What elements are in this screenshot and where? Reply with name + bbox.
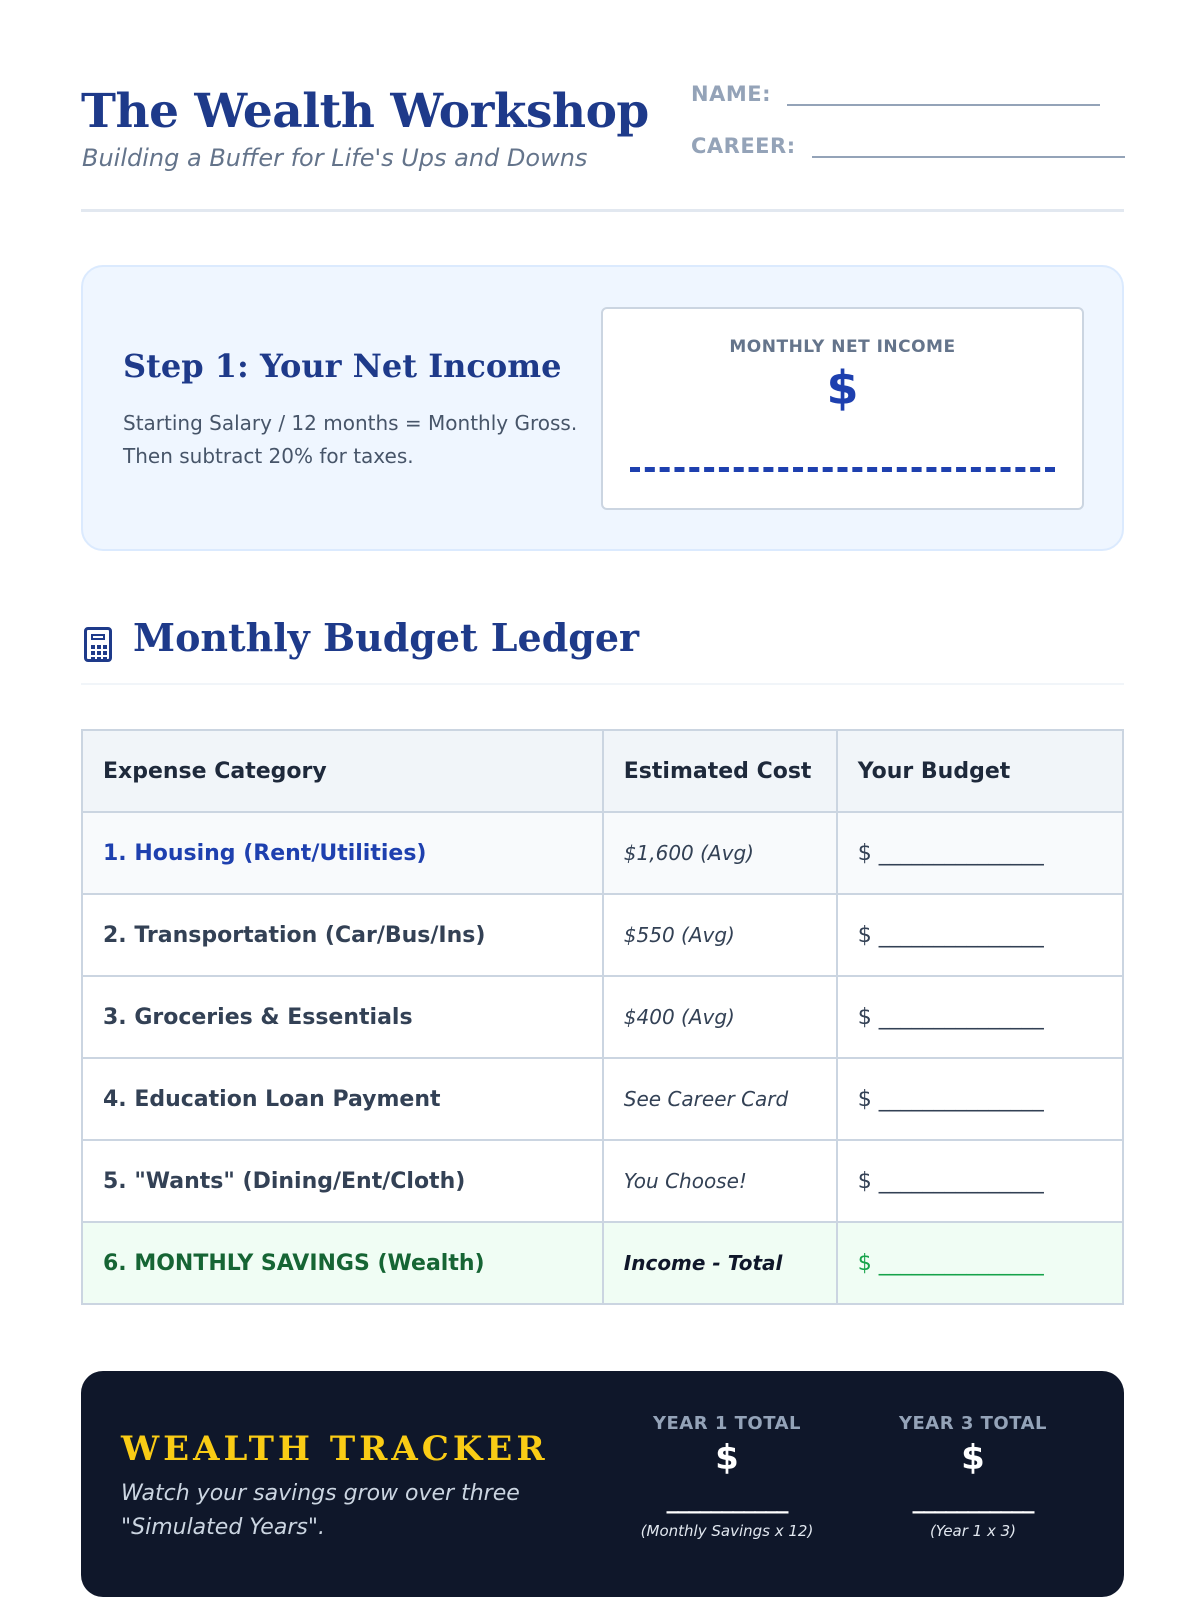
column-header-budget: Your Budget: [837, 730, 1123, 812]
wealth-tracker-subtitle: Watch your savings grow over three "Simulated Years".: [121, 1481, 520, 1540]
name-label: NAME:: [691, 82, 771, 106]
row-estimate: $550 (Avg): [603, 894, 837, 976]
net-income-card: [81, 265, 1124, 551]
page-header: [81, 78, 1124, 212]
row-category: 1. Housing (Rent/Utilities): [82, 812, 603, 894]
year1-total-note: (Monthly Savings x 12): [640, 1522, 814, 1540]
career-label: CAREER:: [691, 134, 796, 158]
row-category: 2. Transportation (Car/Bus/Ins): [82, 894, 603, 976]
table-row: [82, 1140, 1123, 1222]
dollar-sign: $: [961, 1438, 985, 1478]
column-header-category: Expense Category: [82, 730, 603, 812]
step1-description: Starting Salary / 12 months = Monthly Gross. Then subtract 20% for taxes.: [123, 411, 578, 468]
budget-field[interactable]: $ _______________: [837, 812, 1123, 894]
year3-total-note: (Year 1 x 3): [929, 1522, 1017, 1540]
row-estimate: Income - Total: [603, 1222, 837, 1304]
page-subtitle: Building a Buffer for Life's Ups and Downs: [82, 144, 588, 172]
wealth-tracker-panel: [81, 1371, 1124, 1597]
name-field[interactable]: [787, 82, 1100, 106]
ledger-heading: [81, 615, 1124, 685]
row-estimate: You Choose!: [603, 1140, 837, 1222]
calculator-icon: [84, 627, 112, 662]
monthly-net-income-label: MONTHLY NET INCOME: [729, 337, 956, 357]
year1-total-label: YEAR 1 TOTAL: [652, 1413, 802, 1434]
table-header-row: [82, 730, 1123, 812]
year1-total-field[interactable]: ___________: [666, 1486, 788, 1514]
year3-total: [873, 1413, 1073, 1540]
budget-field[interactable]: $ _______________: [837, 1058, 1123, 1140]
year3-total-label: YEAR 3 TOTAL: [898, 1413, 1048, 1434]
budget-field[interactable]: $ _______________: [837, 1140, 1123, 1222]
step1-title: Step 1: Your Net Income: [123, 347, 562, 385]
row-category: 6. MONTHLY SAVINGS (Wealth): [82, 1222, 603, 1304]
wealth-tracker-title: WEALTH TRACKER: [121, 1429, 549, 1469]
monthly-net-income-field[interactable]: [630, 467, 1055, 472]
row-estimate: See Career Card: [603, 1058, 837, 1140]
table-row: [82, 976, 1123, 1058]
row-estimate: $400 (Avg): [603, 976, 837, 1058]
dollar-sign: $: [826, 361, 859, 415]
table-row: [82, 894, 1123, 976]
year3-total-field[interactable]: ___________: [912, 1486, 1034, 1514]
savings-budget-field[interactable]: $ _______________: [837, 1222, 1123, 1304]
name-field-row: [691, 82, 1100, 106]
budget-field[interactable]: $ _______________: [837, 894, 1123, 976]
budget-field[interactable]: $ _______________: [837, 976, 1123, 1058]
monthly-net-income-box: [601, 307, 1084, 510]
ledger-title: Monthly Budget Ledger: [133, 615, 640, 660]
savings-row: [82, 1222, 1123, 1304]
table-row: [82, 812, 1123, 894]
row-estimate: $1,600 (Avg): [603, 812, 837, 894]
budget-ledger-table: [81, 729, 1124, 1305]
row-category: 4. Education Loan Payment: [82, 1058, 603, 1140]
page-title: The Wealth Workshop: [81, 84, 649, 139]
row-category: 5. "Wants" (Dining/Ent/Cloth): [82, 1140, 603, 1222]
row-category: 3. Groceries & Essentials: [82, 976, 603, 1058]
column-header-estimate: Estimated Cost: [603, 730, 837, 812]
year1-total: [627, 1413, 827, 1540]
table-row: [82, 1058, 1123, 1140]
career-field[interactable]: [812, 134, 1125, 158]
career-field-row: [691, 134, 1125, 158]
dollar-sign: $: [715, 1438, 739, 1478]
